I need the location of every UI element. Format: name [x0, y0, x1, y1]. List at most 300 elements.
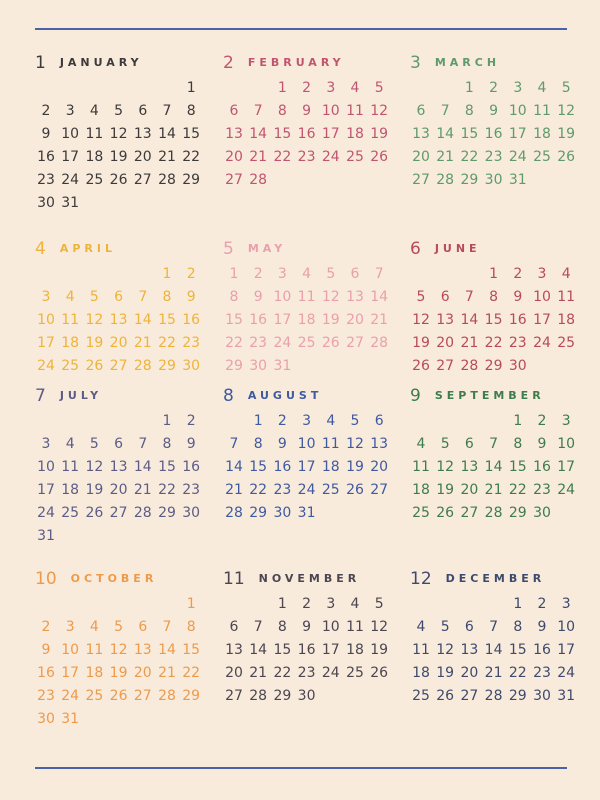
day-cell: 25: [557, 335, 576, 351]
day-cell: 16: [182, 312, 201, 328]
day-cell: 17: [297, 459, 316, 475]
month-name: MARCH: [434, 56, 501, 69]
day-cell: 6: [416, 103, 426, 119]
day-cell: 21: [133, 335, 152, 351]
day-cell: 17: [557, 642, 576, 658]
month-header: [223, 238, 286, 260]
day-cell: 15: [508, 459, 527, 475]
day-cell: 9: [489, 103, 499, 119]
day-cell: 14: [158, 642, 176, 658]
day-cell: 5: [561, 80, 571, 96]
day-cell: 10: [61, 642, 80, 658]
day-cell: 27: [109, 358, 128, 374]
day-cell: 21: [370, 312, 389, 328]
day-cell: 17: [557, 459, 576, 475]
day-cell: 22: [273, 149, 292, 165]
day-cell: 17: [273, 312, 292, 328]
day-cell: 29: [182, 688, 201, 704]
day-cell: 20: [412, 149, 430, 165]
day-cell: 7: [138, 436, 148, 452]
day-cell: 20: [460, 665, 479, 681]
day-cell: 3: [326, 80, 336, 96]
day-cell: 5: [440, 436, 450, 452]
day-cell: 2: [302, 596, 312, 612]
day-cell: 31: [297, 505, 316, 521]
month-number: 4: [35, 238, 46, 259]
day-cell: 8: [162, 289, 172, 305]
day-cell: 25: [321, 482, 340, 498]
day-cell: 18: [321, 459, 340, 475]
day-cell: 3: [65, 619, 75, 635]
day-cell: 2: [302, 80, 312, 96]
day-cell: 1: [513, 413, 523, 429]
day-cell: 7: [138, 289, 148, 305]
day-cell: 18: [346, 126, 364, 142]
day-cell: 3: [326, 596, 336, 612]
month-number: 2: [223, 52, 234, 73]
day-cell: 25: [346, 149, 364, 165]
day-cell: 23: [508, 335, 527, 351]
day-cell: 18: [297, 312, 316, 328]
day-cell: 25: [85, 172, 104, 188]
day-cell: 20: [133, 665, 152, 681]
day-cell: 27: [133, 688, 152, 704]
day-cell: 5: [114, 103, 124, 119]
day-cell: 5: [89, 436, 99, 452]
day-cell: 14: [484, 459, 503, 475]
day-cell: 13: [109, 312, 128, 328]
day-cell: 6: [464, 619, 474, 635]
day-cell: 18: [85, 665, 104, 681]
day-cell: 29: [249, 505, 268, 521]
day-cell: 15: [273, 642, 292, 658]
day-cell: 24: [297, 482, 316, 498]
day-cell: 16: [533, 642, 551, 658]
day-cell: 9: [513, 289, 523, 305]
day-cell: 30: [182, 505, 201, 521]
day-cell: 15: [182, 126, 201, 142]
day-cell: 16: [533, 459, 551, 475]
day-cell: 24: [508, 149, 527, 165]
day-cell: 15: [158, 459, 176, 475]
day-cell: 5: [89, 289, 99, 305]
day-cell: 9: [302, 103, 312, 119]
month-number: 12: [410, 568, 432, 589]
day-cell: 30: [533, 505, 551, 521]
day-cell: 17: [321, 126, 340, 142]
day-cell: 10: [297, 436, 316, 452]
day-cell: 11: [85, 126, 104, 142]
day-cell: 9: [277, 436, 287, 452]
day-cell: 24: [37, 358, 55, 374]
day-cell: 1: [186, 596, 196, 612]
day-cell: 12: [346, 436, 364, 452]
day-cell: 17: [61, 149, 80, 165]
day-cell: 23: [484, 149, 503, 165]
day-cell: 18: [85, 149, 104, 165]
day-cell: 27: [436, 358, 455, 374]
day-cell: 19: [557, 126, 576, 142]
day-cell: 19: [370, 642, 389, 658]
day-cell: 10: [321, 619, 340, 635]
month-number: 7: [35, 385, 46, 406]
day-cell: 2: [186, 266, 196, 282]
day-cell: 16: [508, 312, 527, 328]
day-cell: 24: [273, 335, 292, 351]
day-cell: 3: [513, 80, 523, 96]
day-cell: 13: [436, 312, 455, 328]
day-cell: 15: [158, 312, 176, 328]
day-cell: 18: [346, 642, 364, 658]
day-cell: 15: [249, 459, 268, 475]
day-cell: 9: [253, 289, 263, 305]
day-cell: 7: [162, 103, 172, 119]
day-cell: 25: [85, 688, 104, 704]
day-cell: 16: [273, 459, 292, 475]
day-cell: 6: [114, 436, 124, 452]
day-cell: 27: [412, 172, 430, 188]
day-cell: 23: [533, 665, 551, 681]
day-cell: 26: [85, 505, 104, 521]
day-cell: 1: [464, 80, 474, 96]
day-cell: 21: [484, 482, 503, 498]
day-cell: 13: [346, 289, 364, 305]
day-cell: 4: [537, 80, 547, 96]
month-header: [223, 52, 345, 74]
day-cell: 9: [186, 436, 196, 452]
day-cell: 20: [109, 482, 128, 498]
day-cell: 30: [533, 688, 551, 704]
day-cell: 4: [89, 103, 99, 119]
day-cell: 28: [460, 358, 479, 374]
day-cell: 4: [65, 436, 75, 452]
day-cell: 29: [484, 358, 503, 374]
day-cell: 9: [537, 436, 547, 452]
day-cell: 5: [374, 80, 384, 96]
day-cell: 4: [416, 619, 426, 635]
day-cell: 29: [158, 505, 176, 521]
day-cell: 1: [186, 80, 196, 96]
month-number: 1: [35, 52, 46, 73]
day-cell: 7: [440, 103, 450, 119]
day-cell: 29: [460, 172, 479, 188]
day-cell: 16: [297, 126, 316, 142]
day-cell: 23: [37, 688, 55, 704]
day-cell: 6: [374, 413, 384, 429]
day-cell: 28: [158, 688, 176, 704]
day-cell: 26: [370, 665, 389, 681]
day-cell: 30: [508, 358, 527, 374]
day-cell: 27: [370, 482, 389, 498]
month-name: JANUARY: [59, 56, 143, 69]
day-cell: 14: [225, 459, 243, 475]
month-header: [35, 568, 157, 590]
day-cell: 19: [109, 149, 128, 165]
day-cell: 12: [85, 312, 104, 328]
day-cell: 19: [85, 482, 104, 498]
day-cell: 22: [158, 482, 176, 498]
day-cell: 19: [436, 665, 455, 681]
day-cell: 30: [273, 505, 292, 521]
day-cell: 16: [484, 126, 503, 142]
day-cell: 15: [484, 312, 503, 328]
day-cell: 25: [297, 335, 316, 351]
day-cell: 12: [557, 103, 576, 119]
day-cell: 26: [370, 149, 389, 165]
day-cell: 10: [508, 103, 527, 119]
day-cell: 1: [162, 413, 172, 429]
day-cell: 24: [37, 505, 55, 521]
day-cell: 26: [85, 358, 104, 374]
top-rule: [35, 28, 567, 30]
day-cell: 13: [225, 642, 243, 658]
day-cell: 24: [321, 149, 340, 165]
day-cell: 20: [225, 665, 243, 681]
day-cell: 8: [277, 103, 287, 119]
day-cell: 29: [158, 358, 176, 374]
day-cell: 4: [350, 596, 360, 612]
day-cell: 27: [460, 688, 479, 704]
day-cell: 28: [436, 172, 455, 188]
day-cell: 27: [133, 172, 152, 188]
day-cell: 23: [273, 482, 292, 498]
day-cell: 12: [321, 289, 340, 305]
day-cell: 15: [225, 312, 243, 328]
day-cell: 17: [508, 126, 527, 142]
day-cell: 25: [412, 688, 430, 704]
day-cell: 2: [253, 266, 263, 282]
day-cell: 11: [412, 642, 430, 658]
day-cell: 21: [158, 665, 176, 681]
day-cell: 3: [41, 289, 51, 305]
day-cell: 22: [484, 335, 503, 351]
day-cell: 10: [37, 312, 55, 328]
day-cell: 25: [533, 149, 551, 165]
day-cell: 7: [464, 289, 474, 305]
day-cell: 7: [489, 436, 499, 452]
month-number: 8: [223, 385, 234, 406]
day-cell: 22: [508, 482, 527, 498]
day-cell: 17: [37, 335, 55, 351]
day-cell: 6: [138, 103, 148, 119]
day-cell: 13: [370, 436, 389, 452]
day-cell: 15: [273, 126, 292, 142]
day-cell: 18: [412, 665, 430, 681]
day-cell: 28: [484, 688, 503, 704]
day-cell: 7: [374, 266, 384, 282]
day-cell: 11: [61, 459, 80, 475]
day-cell: 24: [61, 172, 80, 188]
day-cell: 12: [109, 642, 128, 658]
day-cell: 29: [225, 358, 243, 374]
day-cell: 7: [489, 619, 499, 635]
day-cell: 14: [133, 312, 152, 328]
day-cell: 11: [346, 103, 364, 119]
day-cell: 1: [253, 413, 263, 429]
day-cell: 28: [484, 505, 503, 521]
month-number: 6: [410, 238, 421, 259]
day-cell: 20: [370, 459, 389, 475]
day-cell: 10: [273, 289, 292, 305]
day-cell: 9: [302, 619, 312, 635]
month-name: JUNE: [434, 242, 481, 255]
day-cell: 2: [513, 266, 523, 282]
month-name: APRIL: [59, 242, 116, 255]
month-header: [410, 385, 545, 407]
day-cell: 6: [350, 266, 360, 282]
day-cell: 17: [533, 312, 551, 328]
day-cell: 2: [277, 413, 287, 429]
day-cell: 13: [133, 126, 152, 142]
day-cell: 23: [297, 149, 316, 165]
day-cell: 25: [61, 505, 80, 521]
day-cell: 4: [326, 413, 336, 429]
day-cell: 20: [436, 335, 455, 351]
day-cell: 30: [37, 711, 55, 727]
day-cell: 28: [249, 688, 268, 704]
day-cell: 14: [249, 642, 268, 658]
month-header: [410, 52, 500, 74]
day-cell: 20: [225, 149, 243, 165]
day-cell: 12: [436, 642, 455, 658]
day-cell: 9: [41, 126, 51, 142]
day-cell: 12: [370, 619, 389, 635]
month-number: 11: [223, 568, 245, 589]
day-cell: 22: [460, 149, 479, 165]
day-cell: 2: [41, 619, 51, 635]
day-cell: 22: [182, 665, 201, 681]
day-cell: 27: [346, 335, 364, 351]
day-cell: 2: [489, 80, 499, 96]
month-name: JULY: [59, 389, 103, 402]
day-cell: 14: [436, 126, 455, 142]
day-cell: 17: [61, 665, 80, 681]
day-cell: 10: [37, 459, 55, 475]
day-cell: 31: [61, 711, 80, 727]
day-cell: 25: [61, 358, 80, 374]
day-cell: 31: [273, 358, 292, 374]
day-cell: 18: [533, 126, 551, 142]
day-cell: 28: [133, 505, 152, 521]
day-cell: 10: [557, 436, 576, 452]
day-cell: 5: [440, 619, 450, 635]
day-cell: 24: [533, 335, 551, 351]
day-cell: 28: [225, 505, 243, 521]
day-cell: 12: [85, 459, 104, 475]
bottom-rule: [35, 767, 567, 769]
day-cell: 21: [484, 665, 503, 681]
day-cell: 16: [182, 459, 201, 475]
month-number: 3: [410, 52, 421, 73]
day-cell: 19: [321, 312, 340, 328]
day-cell: 9: [537, 619, 547, 635]
day-cell: 2: [537, 413, 547, 429]
day-cell: 22: [508, 665, 527, 681]
day-cell: 8: [253, 436, 263, 452]
day-cell: 2: [537, 596, 547, 612]
day-cell: 5: [350, 413, 360, 429]
day-cell: 27: [225, 172, 243, 188]
day-cell: 21: [249, 149, 268, 165]
day-cell: 19: [346, 459, 364, 475]
day-cell: 11: [85, 642, 104, 658]
day-cell: 12: [370, 103, 389, 119]
day-cell: 9: [186, 289, 196, 305]
month-header: [410, 238, 481, 260]
day-cell: 4: [65, 289, 75, 305]
day-cell: 10: [61, 126, 80, 142]
day-cell: 27: [109, 505, 128, 521]
day-cell: 7: [253, 619, 263, 635]
day-cell: 16: [37, 665, 55, 681]
day-cell: 4: [89, 619, 99, 635]
day-cell: 4: [350, 80, 360, 96]
month-number: 10: [35, 568, 57, 589]
day-cell: 3: [561, 596, 571, 612]
day-cell: 22: [273, 665, 292, 681]
day-cell: 6: [464, 436, 474, 452]
day-cell: 21: [225, 482, 243, 498]
day-cell: 28: [133, 358, 152, 374]
day-cell: 8: [229, 289, 239, 305]
day-cell: 6: [229, 103, 239, 119]
day-cell: 15: [460, 126, 479, 142]
month-name: FEBRUARY: [247, 56, 345, 69]
month-header: [223, 385, 322, 407]
day-cell: 15: [182, 642, 201, 658]
day-cell: 13: [225, 126, 243, 142]
day-cell: 6: [229, 619, 239, 635]
month-name: MAY: [247, 242, 287, 255]
day-cell: 17: [37, 482, 55, 498]
day-cell: 20: [346, 312, 364, 328]
day-cell: 1: [489, 266, 499, 282]
day-cell: 8: [513, 619, 523, 635]
day-cell: 4: [302, 266, 312, 282]
day-cell: 5: [374, 596, 384, 612]
day-cell: 9: [41, 642, 51, 658]
day-cell: 3: [277, 266, 287, 282]
day-cell: 16: [249, 312, 268, 328]
day-cell: 8: [186, 103, 196, 119]
day-cell: 14: [249, 126, 268, 142]
month-name: NOVEMBER: [258, 572, 361, 585]
day-cell: 8: [277, 619, 287, 635]
month-header: [35, 385, 102, 407]
day-cell: 1: [162, 266, 172, 282]
day-cell: 20: [109, 335, 128, 351]
day-cell: 23: [37, 172, 55, 188]
day-cell: 31: [37, 528, 55, 544]
day-cell: 19: [436, 482, 455, 498]
day-cell: 24: [61, 688, 80, 704]
day-cell: 30: [297, 688, 316, 704]
day-cell: 30: [37, 195, 55, 211]
day-cell: 26: [346, 482, 364, 498]
day-cell: 6: [114, 289, 124, 305]
month-header: [223, 568, 360, 590]
day-cell: 26: [412, 358, 430, 374]
day-cell: 4: [561, 266, 571, 282]
day-cell: 3: [65, 103, 75, 119]
day-cell: 22: [249, 482, 268, 498]
day-cell: 20: [133, 149, 152, 165]
month-header: [35, 238, 116, 260]
day-cell: 25: [412, 505, 430, 521]
day-cell: 26: [436, 688, 455, 704]
day-cell: 7: [229, 436, 239, 452]
day-cell: 11: [412, 459, 430, 475]
